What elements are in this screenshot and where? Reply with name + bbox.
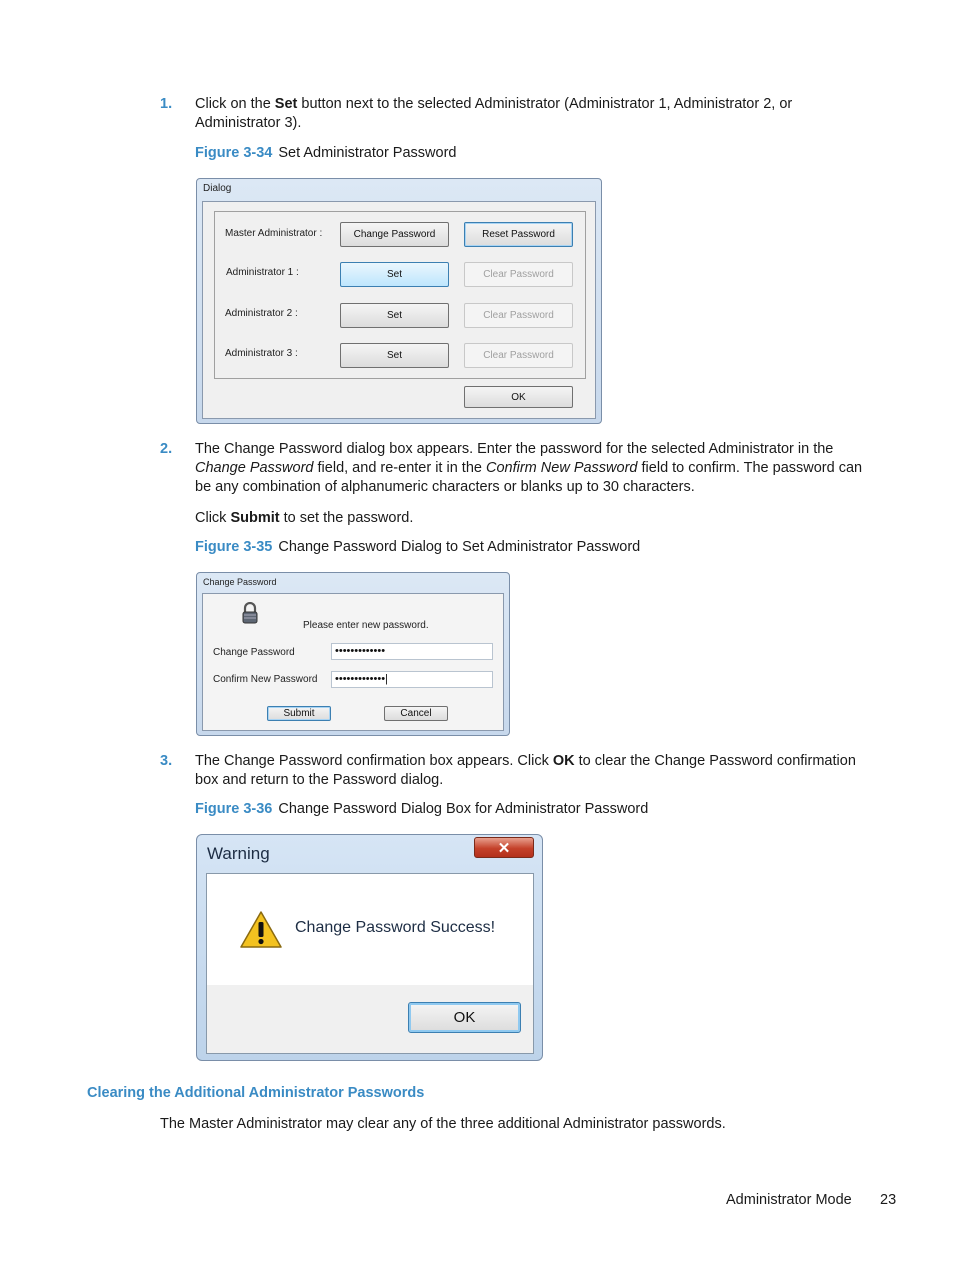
confirm-new-password-field[interactable]: •••••••••••••| (331, 671, 493, 688)
step-1-text-a: Click on the (195, 96, 275, 112)
figure-caption (195, 801, 648, 817)
change-password-label: Change Password (213, 647, 295, 658)
admin-2-label: Administrator 2 : (225, 308, 298, 319)
step-number: 1. (160, 96, 173, 112)
figure-label: Figure 3-35 (195, 539, 273, 555)
click-submit-text (195, 509, 413, 528)
admin-2-set-button[interactable]: Set (340, 303, 449, 328)
step-2-line-3: be any combination of alphanumeric characters or blanks up to 30 characters. (195, 479, 695, 495)
step-3-text-c: box and return to the Password dialog. (195, 772, 444, 788)
admin-1-clear-password-button[interactable]: Clear Password (464, 262, 573, 287)
figure-caption (195, 539, 640, 555)
figure-caption-text: Set Administrator Password (278, 145, 457, 161)
admin-2-clear-password-button[interactable]: Clear Password (464, 303, 573, 328)
section-heading: Clearing the Additional Administrator Passwords (87, 1085, 425, 1101)
step-3-text (195, 752, 895, 790)
master-admin-label: Master Administrator : (225, 228, 323, 239)
figure-label: Figure 3-34 (195, 145, 273, 161)
step-3-bold: OK (552, 753, 575, 769)
admin-1-set-button[interactable]: Set (340, 262, 449, 287)
reset-password-button[interactable]: Reset Password (464, 222, 573, 247)
dialog-body (206, 873, 534, 1054)
step-1-text-b: button next to the selected Administrator (Administrator 1, Administrator 2, or (297, 96, 793, 112)
figure-caption (195, 145, 456, 161)
step-2-text (195, 440, 895, 497)
section-body: The Master Administrator may clear any of the three additional Administrator passwords. (160, 1116, 726, 1132)
click-text-a: Click (195, 510, 231, 526)
figure-label: Figure 3-36 (195, 801, 273, 817)
lock-icon (241, 602, 259, 628)
success-message: Change Password Success! (295, 919, 496, 936)
cancel-button[interactable]: Cancel (384, 706, 448, 721)
warning-icon (239, 910, 283, 954)
change-password-button[interactable]: Change Password (340, 222, 449, 247)
step-2-line-1: The Change Password dialog box appears. Enter the password for the selected Administrator in the (195, 441, 834, 457)
ok-button[interactable]: OK (408, 1002, 521, 1033)
step-number: 2. (160, 441, 173, 457)
step-2-italic-2: Confirm New Password (486, 460, 638, 476)
close-button[interactable]: ✕ (474, 837, 534, 858)
change-password-dialog (196, 572, 510, 736)
footer-title: Administrator Mode (726, 1192, 852, 1208)
prompt-text: Please enter new password. (303, 620, 429, 631)
step-2-italic-1: Change Password (195, 460, 314, 476)
figure-caption-text: Change Password Dialog Box for Administrator Password (278, 801, 649, 817)
submit-button[interactable]: Submit (267, 706, 331, 721)
dialog-body (202, 593, 504, 731)
step-1-text-c: Administrator 3). (195, 115, 302, 131)
page-number: 23 (880, 1192, 897, 1208)
admin-3-label: Administrator 3 : (225, 348, 298, 359)
dialog-title: Change Password (203, 577, 277, 587)
step-1-bold: Set (274, 96, 298, 112)
step-3-text-b: to clear the Change Password confirmation (574, 753, 856, 769)
figure-caption-text: Change Password Dialog to Set Administrator Password (278, 539, 641, 555)
step-2-line-2a: field, and re-enter it in the (313, 460, 486, 476)
dialog-body (202, 201, 596, 419)
dialog-title: Dialog (203, 183, 232, 194)
admin-3-set-button[interactable]: Set (340, 343, 449, 368)
step-3-text-a: The Change Password confirmation box appears. Click (195, 753, 553, 769)
confirm-new-password-label: Confirm New Password (213, 674, 318, 685)
click-text-bold: Submit (230, 510, 280, 526)
set-admin-dialog (196, 178, 602, 424)
warning-dialog (196, 834, 543, 1061)
dialog-title: Warning (207, 844, 270, 863)
change-password-field[interactable]: ••••••••••••• (331, 643, 493, 660)
step-number: 3. (160, 753, 173, 769)
admin-3-clear-password-button[interactable]: Clear Password (464, 343, 573, 368)
admin-1-label: Administrator 1 : (226, 267, 299, 278)
step-1-text (195, 95, 885, 133)
click-text-b: to set the password. (279, 510, 414, 526)
ok-button[interactable]: OK (464, 386, 573, 408)
step-2-line-2b: field to confirm. The password can (637, 460, 863, 476)
